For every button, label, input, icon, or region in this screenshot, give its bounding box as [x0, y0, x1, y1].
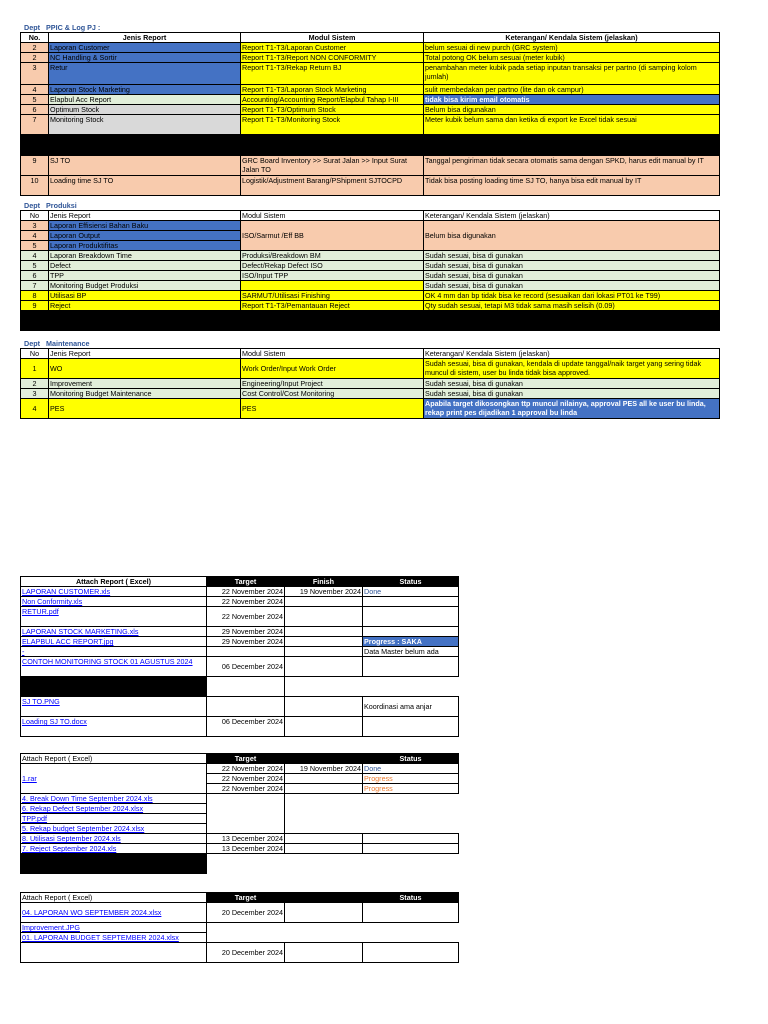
section-title-ppic: Dept PPIC & Log PJ :	[24, 23, 101, 32]
table-row: 8. Utilisasi September 2024.xls 13 December 2024	[21, 834, 459, 844]
table-row: 3 Laporan Effisiensi Bahan Baku ISO/Sarmut /Eff BB Belum bisa digunakan	[21, 221, 720, 231]
attachment-link[interactable]: 7. Reject September 2024.xls	[21, 844, 207, 854]
col-jenis-report: Jenis Report	[49, 33, 241, 43]
table-header: No Jenis Report Modul Sistem Keterangan/ Kendala Sistem (jelaskan)	[21, 349, 720, 359]
attachment-link[interactable]: 5. Rekap budget September 2024.xlsx	[21, 824, 207, 834]
table-row: 2 Laporan Customer Report T1-T3/Laporan Customer belum sesuai di new purch (GRC system)	[21, 43, 720, 53]
table-row: 1 WO Work Order/Input Work Order Sudah sesuai, bisa di gunakan, kendala di update tanggal/naik target yang sering tidak muncul di sistem, user bu linda tidak bisa approved.	[21, 359, 720, 379]
table-row: 04. LAPORAN WO SEPTEMBER 2024.xlsx 20 December 2024	[21, 903, 459, 923]
table-row	[21, 697, 459, 717]
attachment-link[interactable]: 04. LAPORAN WO SEPTEMBER 2024.xlsx	[21, 903, 207, 923]
status-badge: Progress : SAKA	[363, 637, 459, 647]
attachment-link[interactable]: LAPORAN STOCK MARKETING.xls	[21, 627, 207, 637]
table-row: 3 Monitoring Budget Maintenance Cost Control/Cost Monitoring Sudah sesuai, bisa di gunakan	[21, 389, 720, 399]
table-header: Attach Report ( Excel) Target Finish Status	[21, 577, 459, 587]
attachment-link[interactable]: TPP.pdf	[21, 814, 207, 824]
table-row: 22 November 2024 Progress	[21, 774, 459, 784]
blank-row	[21, 135, 720, 156]
status-badge: Progress	[363, 784, 459, 794]
table-row: 6 TPP ISO/Input TPP Sudah sesuai, bisa di gunakan	[21, 271, 720, 281]
attachment-link[interactable]: 01. LAPORAN BUDGET SEPTEMBER 2024.xlsx	[21, 933, 207, 943]
attachment-link[interactable]: CONTOH MONITORING STOCK 01 AGUSTUS 2024	[21, 657, 207, 677]
table-row: 22 November 2024 Progress	[21, 784, 459, 794]
table-row: Non Conformity.xls 22 November 2024	[21, 597, 459, 607]
table-row: 9 Reject Report T1-T3/Pemantauan Reject Qty sudah sesuai, tetapi M3 tidak sama masih selisih (0.09)	[21, 301, 720, 311]
table-row: 6 Optimum Stock Report T1-T3/Optimum Stock Belum bisa digunakan	[21, 105, 720, 115]
table-row	[21, 794, 459, 804]
attachment-link[interactable]: 1.rar	[21, 764, 207, 794]
col-no: No.	[21, 33, 49, 43]
section-title-produksi: Dept Produksi	[24, 201, 77, 210]
status-badge: Done	[363, 764, 459, 774]
table-row: 3 Retur Report T1-T3/Rekap Return BJ penambahan meter kubik pada setiap inputan transaksi per partno (di samping kolom jumlah)	[21, 63, 720, 85]
table-row	[21, 933, 459, 943]
table-row: 4 Laporan Output	[21, 231, 720, 241]
attachment-link[interactable]: 4. Break Down Time September 2024.xls	[21, 794, 207, 804]
produksi-table	[20, 210, 720, 331]
table-header: Attach Report ( Excel) Target Status	[21, 754, 459, 764]
table-row: 1.rar 22 November 2024 19 November 2024 Done	[21, 764, 459, 774]
attachment-link[interactable]: Non Conformity.xls	[21, 597, 207, 607]
table-row: 5 Laporan Produktifitas	[21, 241, 720, 251]
status-text: Koordinasi ama anjar	[363, 697, 459, 717]
table-header	[21, 33, 720, 43]
attachment-link[interactable]: Improvement.JPG	[21, 923, 207, 933]
ppic-table	[20, 32, 720, 196]
table-row: 7 Monitoring Budget Produksi Sudah sesuai, bisa di gunakan	[21, 281, 720, 291]
table-row: LAPORAN CUSTOMER.xls 22 November 2024 19 November 2024 Done	[21, 587, 459, 597]
table-row: 2 Improvement Engineering/Input Project Sudah sesuai, bisa di gunakan	[21, 379, 720, 389]
table-row: 10 Loading time SJ TO Logistik/Adjustment Barang/PShipment SJTOCPD Tidak bisa posting loading time SJ TO, hanya bisa edit manual by IT	[21, 176, 720, 196]
attachment-link[interactable]: RETUR.pdf	[21, 607, 207, 627]
table-row	[21, 647, 459, 657]
table-header: Attach Report ( Excel) Target Status	[21, 893, 459, 903]
table-row: 20 December 2024	[21, 943, 459, 963]
table-row: 9 SJ TO GRC Board Inventory >> Surat Jalan >> Input Surat Jalan TO Tanggal pengiriman tidak secara otomatis sama dengan SPKD, harus edit manual by IT	[21, 156, 720, 176]
col-modul-sistem: Modul Sistem	[241, 33, 424, 43]
table-row: Loading SJ TO.docx 06 December 2024	[21, 717, 459, 737]
attachment-link[interactable]: LAPORAN CUSTOMER.xls	[21, 587, 207, 597]
table-header: No Jenis Report Modul Sistem Keterangan/ Kendala Sistem (jelaskan)	[21, 211, 720, 221]
table-row: 5 Defect Defect/Rekap Defect ISO Sudah sesuai, bisa di gunakan	[21, 261, 720, 271]
attachment-link[interactable]: ELAPBUL ACC REPORT.jpg	[21, 637, 207, 647]
section-title-maintenance: Dept Maintenance	[24, 339, 90, 348]
status-badge: Progress	[363, 774, 459, 784]
attachment-link[interactable]: 6. Rekap Defect September 2024.xlsx	[21, 804, 207, 814]
table-row: LAPORAN STOCK MARKETING.xls 29 November 2024	[21, 627, 459, 637]
attachment-link[interactable]: 8. Utilisasi September 2024.xls	[21, 834, 207, 844]
table-row: 5 Elapbul Acc Report Accounting/Accounting Report/Elapbul Tahap I-III tidak bisa kirim email otomatis	[21, 95, 720, 105]
table-row: CONTOH MONITORING STOCK 01 AGUSTUS 2024 06 December 2024	[21, 657, 459, 677]
attachment-link[interactable]: Loading SJ TO.docx	[21, 717, 207, 737]
table-row: 4 Laporan Stock Marketing Report T1-T3/Laporan Stock Marketing sulit membedakan per partno (lite dan ok campur)	[21, 85, 720, 95]
attach-table-produksi	[20, 753, 459, 874]
table-row: ELAPBUL ACC REPORT.jpg 29 November 2024 Progress : SAKA	[21, 637, 459, 647]
col-keterangan: Keterangan/ Kendala Sistem (jelaskan)	[424, 33, 720, 43]
table-row	[21, 923, 459, 933]
blank-row	[21, 677, 459, 697]
attach-table-ppic	[20, 576, 459, 737]
table-row: 2 NC Handling & Sortir Report T1-T3/Report NON CONFORMITY Total potong OK belum sesuai (meter kubik)	[21, 53, 720, 63]
table-row: 4 PES PES Apabila target dikosongkan ttp muncul nilainya, approval PES all ke user bu linda, rekap print pes dijadikan 1 approval bu linda	[21, 399, 720, 419]
table-row: RETUR.pdf 22 November 2024	[21, 607, 459, 627]
table-row: 4 Laporan Breakdown Time Produksi/Breakdown BM Sudah sesuai, bisa di gunakan	[21, 251, 720, 261]
attachment-link[interactable]: -	[21, 647, 207, 657]
attachment-link[interactable]: SJ TO.PNG	[21, 697, 207, 717]
status-text: Data Master belum ada	[363, 647, 459, 657]
blank-row	[21, 311, 720, 331]
status-badge: Done	[363, 587, 459, 597]
table-row: 8 Utilisasi BP SARMUT/Utilisasi Finishing OK 4 mm dan bp tidak bisa ke record (sesuaikan dari lokasi PT01 ke T99)	[21, 291, 720, 301]
blank-row	[21, 854, 459, 874]
attach-table-maintenance	[20, 892, 459, 963]
maintenance-table	[20, 348, 720, 419]
table-row: 7 Monitoring Stock Report T1-T3/Monitoring Stock Meter kubik belum sama dan ketika di export ke Excel tidak sesuai	[21, 115, 720, 135]
table-row: 7. Reject September 2024.xls 13 December 2024	[21, 844, 459, 854]
